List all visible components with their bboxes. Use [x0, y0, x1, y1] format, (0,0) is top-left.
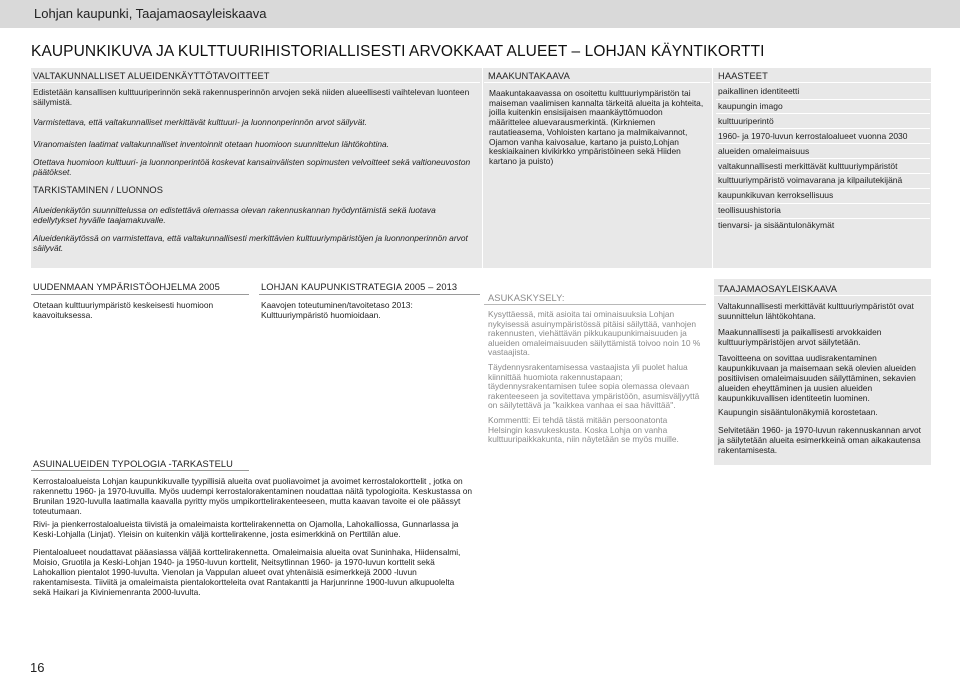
heading-rule — [714, 295, 931, 296]
haasteet-separator — [716, 173, 930, 174]
haasteet-item: valtakunnallisesti merkittävät kulttuuriympäristöt — [718, 160, 898, 171]
haasteet-item: alueiden omaleimaisuus — [718, 145, 810, 156]
kaupunkistrategia-text: Kaavojen toteutuminen/tavoitetaso 2013: Kulttuuriympäristö huomioidaan. — [261, 300, 413, 320]
heading-rule — [714, 82, 931, 83]
page-number: 16 — [30, 660, 45, 675]
asukaskysely-paragraph: Täydennysrakentamisessa vastaajista yli puolet halua kiinnittää huomiota rakennustapaan; täydennysrakentamisen tulee sopia olemassa olevaan rakenteeseen ja sovitettava ympäristöön, asumisväljyyttä on säilytettävä ja "kaikkea vanhaa ei saa hävittää". — [488, 362, 700, 411]
tarkistaminen-paragraph: Alueidenkäytön suunnittelussa on edistettävä olemassa olevan rakennuskannan hyödyntämistä sekä luotava edellytykset hyvälle taajamakuvalle. — [33, 205, 436, 225]
tarkistaminen-heading: TARKISTAMINEN / LUONNOS — [33, 185, 164, 195]
heading-rule — [259, 294, 480, 295]
haasteet-separator — [716, 99, 930, 100]
taajama-paragraph: Selvitetään 1960- ja 1970-luvun rakennuskannan arvot ja säilytetään alueita esimerkkeinä oman aikakautensa rakentamisesta. — [718, 425, 921, 455]
kaupunkistrategia-heading: LOHJAN KAUPUNKISTRATEGIA 2005 – 2013 — [261, 282, 458, 292]
haasteet-separator — [716, 143, 930, 144]
haasteet-item: kulttuuriympäristö voimavarana ja kilpailutekijänä — [718, 175, 903, 186]
column-divider — [482, 68, 483, 268]
vat-paragraph: Otettava huomioon kulttuuri- ja luonnonperintöä koskevat kansainvälisten sopimusten velvoitteet sekä valtioneuvoston päätökset. — [33, 157, 471, 177]
haasteet-item: kaupungin imago — [718, 100, 783, 111]
heading-rule — [31, 82, 480, 83]
haasteet-separator — [716, 128, 930, 129]
haasteet-item: teollisuushistoria — [718, 205, 781, 216]
uusimaa-text: Otetaan kulttuuriympäristö keskeisesti huomioon kaavoituksessa. — [33, 300, 214, 320]
haasteet-separator — [716, 203, 930, 204]
haasteet-separator — [716, 113, 930, 114]
breadcrumb: Lohjan kaupunki, Taajamaosayleiskaava — [34, 6, 267, 21]
vat-paragraph: Varmistettava, että valtakunnalliset merkittävät kulttuuri- ja luonnonperinnön arvot säilyvät. — [33, 117, 367, 127]
asukaskysely-paragraph: Kommentti: Ei tehdä tästä mitään persoonatonta Helsingin kasvukeskusta. Koska Lohja on vanha kulttuuripaikkakunta, niin näytetään se myös muille. — [488, 415, 679, 445]
heading-rule — [484, 304, 706, 305]
typologia-paragraph: Kerrostaloalueista Lohjan kaupunkikuvalle tyypillisiä alueita ovat puoliavoimet ja avoimet kerrostalokorttelit , jotka on rakennettu 1960- ja 1970-luvuilla. Myös uudempi kerrostalorakentaminen noudattaa näitä typologioita. Keskustassa on Brunilan 1920-luvulla laatimalla kaavalla pyritty myös umpikorttelirakenteeseen, mutta kaavan tavoite ei ole päässyt toteutumaan. — [33, 476, 473, 516]
haasteet-item: kulttuuriperintö — [718, 115, 774, 126]
maakuntakaava-text: Maakuntakaavassa on osoitettu kulttuuriympäristön tai maiseman vaalimisen kannalta tärkeitä alueita ja kohteita, joilla kuitenkin ensisijaisen maankäyttömuodon määrittelee aluevarausmerkintä. (Kirkniemen rautatieasema, Vohloisten kartano ja malmikaivannot, Ojamon vanha kaivosalue, kartano ja puisto,Lohjan keskiaikainen kivikirkko ympäristöineen sekä Hiiden kartano ja puisto) — [489, 88, 704, 166]
page-title: KAUPUNKIKUVA JA KULTTUURIHISTORIALLISESTI ARVOKKAAT ALUEET – LOHJAN KÄYNTIKORTTI — [31, 43, 765, 60]
taajama-paragraph: Maakunnallisesti ja paikallisesti arvokkaiden kulttuuriympäristöjen arvot säilytetään. — [718, 327, 882, 347]
top-bar — [0, 0, 960, 28]
haasteet-separator — [716, 218, 930, 219]
haasteet-item: kaupunkikuvan kerroksellisuus — [718, 190, 834, 201]
uusimaa-heading: UUDENMAAN YMPÄRISTÖOHJELMA 2005 — [33, 282, 220, 292]
heading-rule — [31, 470, 249, 471]
vat-heading: VALTAKUNNALLISET ALUEIDENKÄYTTÖTAVOITTEET — [33, 71, 270, 81]
asukaskysely-paragraph: Kysyttäessä, mitä asioita tai ominaisuuksia Lohjan nykyisessä asuinympäristössä pitäisi säilyttää, vanhojen rakennusten, viehättävän pikkukaupunkimaisuuden ja alueiden omaleimaisuuden säilyttämistä toivoo noin 10 % vastaajista. — [488, 309, 701, 358]
taajama-paragraph: Tavoitteena on sovittaa uudisrakentaminen kaupunkikuvaan ja maisemaan sekä olevien alueiden positiivisen omaleimaisuuden säilyttäminen, sekavien alueiden eheyttäminen ja uusien alueiden kaupunkikuvallisen identiteetin luominen. — [718, 353, 916, 403]
typologia-paragraph: Rivi- ja pienkerrostaloalueista tiivistä ja omaleimaista korttelirakennetta on Ojamolla, Lahokalliossa, Gunnarlassa ja Keski-Lohjalla (Linjat). Yleisin on kuitenkin väljä korttelirakenne, josta esimerkkinä on Perttilän alue. — [33, 519, 459, 539]
asukaskysely-heading: ASUKASKYSELY: — [488, 293, 565, 303]
haasteet-separator — [716, 158, 930, 159]
typologia-paragraph: Pientaloalueet noudattavat pääasiassa väljää korttelirakennetta. Omaleimaisia alueita ovat Suninhaka, Hiidensalmi, Moisio, Gruotila ja Keski-Lohjan 1940- ja 1950-luvun korttelit, Neitsytlinnan 1960- ja 1970-luvun korttelit sekä Lahokallion pientalot 1990-luvulta. Vienolan ja Vappulan alueet ovat yhtenäisiä esimerkkejä 2000 -luvun rakentamisesta. Tiiviitä ja omaleimaista pientalokortteleita ovat Rantakantti ja Harjunrinne 1900-luvun alkupuolelta sekä Haikari ja Kiviniemenranta 2000-luvulta. — [33, 547, 461, 597]
maakuntakaava-heading: MAAKUNTAKAAVA — [488, 71, 570, 81]
column-divider — [712, 68, 713, 268]
haasteet-item: paikallinen identiteetti — [718, 86, 800, 96]
taajama-paragraph: Kaupungin sisääntulonäkymiä korostetaan. — [718, 407, 878, 417]
haasteet-item: 1960- ja 1970-luvun kerrostaloalueet vuonna 2030 — [718, 130, 908, 141]
taajama-heading: TAAJAMAOSAYLEISKAAVA — [718, 284, 838, 294]
tarkistaminen-paragraph: Alueidenkäytössä on varmistettava, että valtakunnallisesti merkittävien kulttuuriympäristöjen ja luonnonperinnön arvot säilyvät. — [33, 233, 468, 253]
haasteet-separator — [716, 188, 930, 189]
taajama-paragraph: Valtakunnallisesti merkittävät kulttuuriympäristöt ovat suunnittelun lähtökohtana. — [718, 301, 914, 321]
heading-rule — [484, 82, 710, 83]
haasteet-item: tienvarsi- ja sisääntulonäkymät — [718, 220, 835, 231]
vat-paragraph: Edistetään kansallisen kulttuuriperinnön sekä rakennusperinnön arvojen sekä niiden alueellisesti vaihtelevan luonteen säilymistä. — [33, 87, 470, 107]
haasteet-heading: HAASTEET — [718, 71, 768, 81]
vat-paragraph: Viranomaisten laatimat valtakunnalliset inventoinnit otetaan huomioon suunnittelun lähtökohtina. — [33, 139, 390, 149]
typologia-heading: ASUINALUEIDEN TYPOLOGIA -TARKASTELU — [33, 459, 233, 469]
heading-rule — [31, 294, 249, 295]
